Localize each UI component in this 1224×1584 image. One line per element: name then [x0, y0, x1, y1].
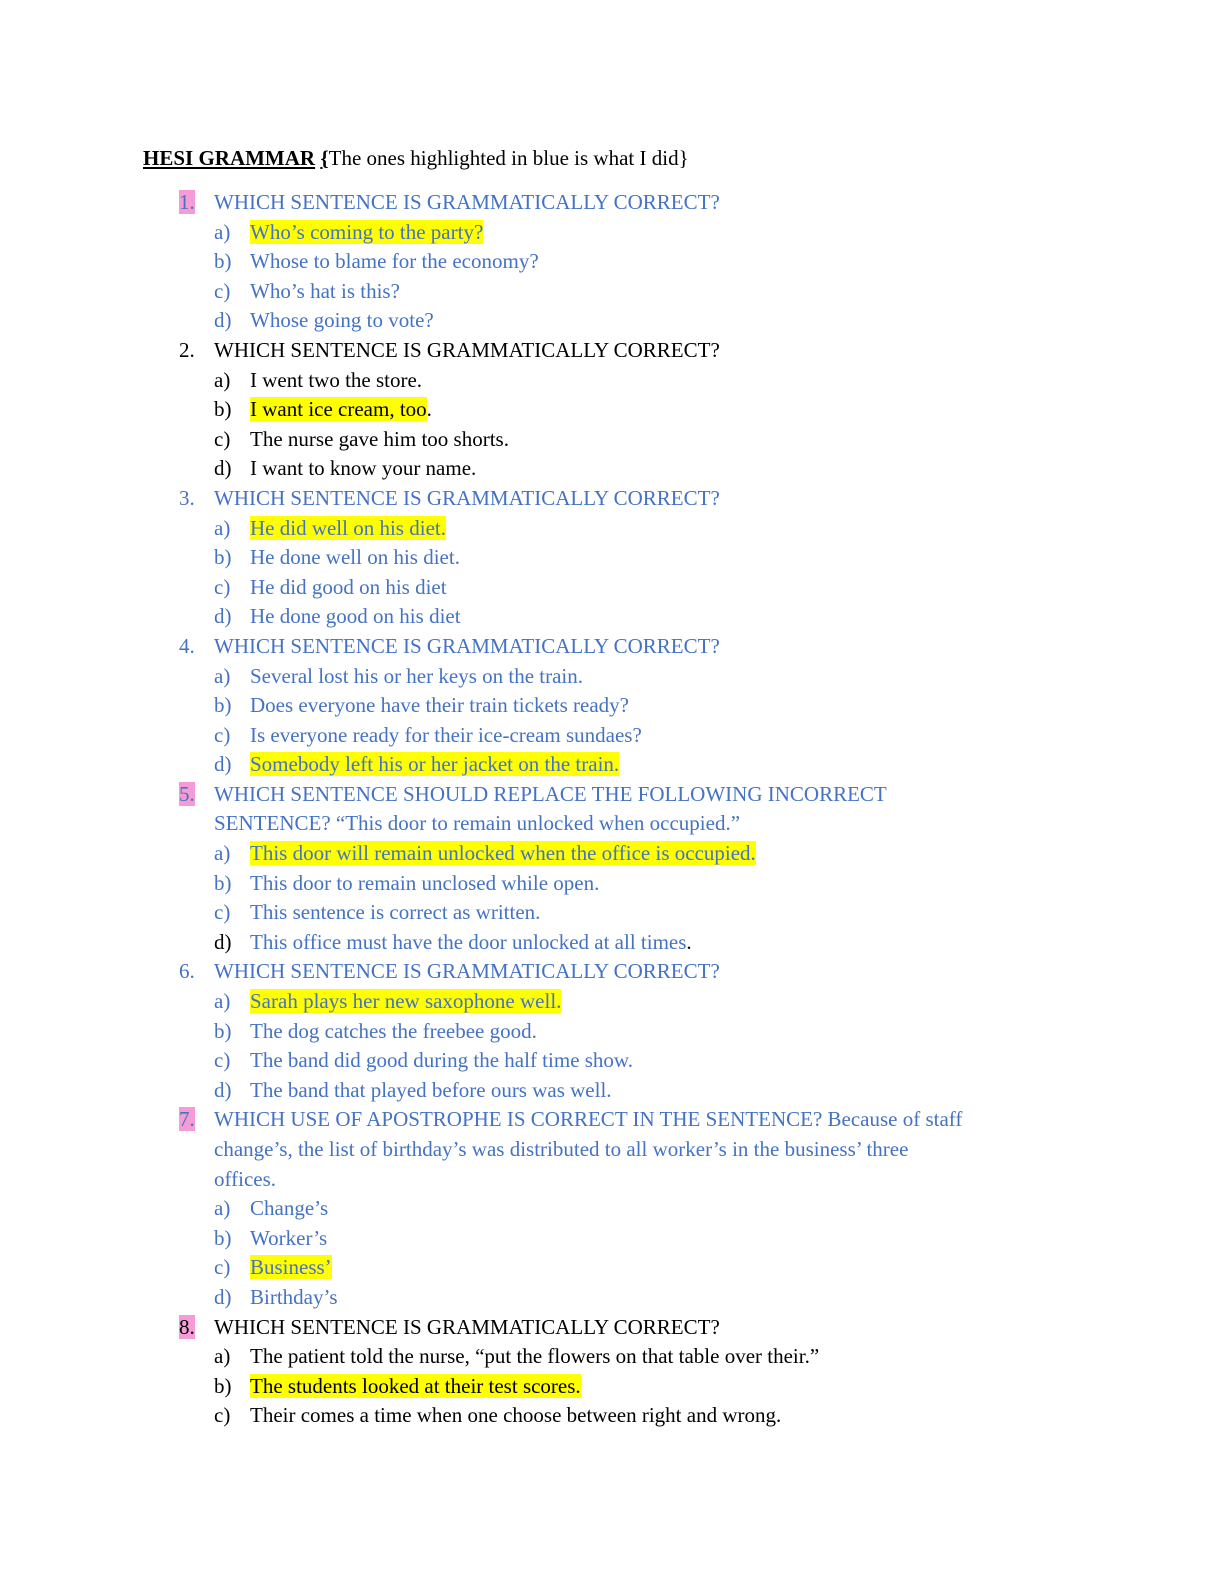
option-text: I went two the store.: [250, 367, 423, 392]
option-letter: b): [214, 1373, 232, 1398]
question-line: [0, 957, 1224, 987]
option-text-highlighted: Sarah plays her new saxophone well.: [250, 989, 562, 1014]
option-letter: d): [214, 929, 232, 954]
option-letter: c): [214, 722, 231, 747]
question-text: WHICH USE OF APOSTROPHE IS CORRECT IN THE SENTENCE? Because of staff change’s, the list of birthday’s was distributed to all worker’s in the business’ three offices.: [214, 1107, 963, 1191]
option-letter: c): [214, 1048, 231, 1073]
answer-option: [0, 662, 1224, 692]
answer-option: [0, 277, 1224, 307]
question-line: [0, 1313, 1224, 1343]
question-3: [0, 484, 1224, 632]
answer-option: [0, 928, 1224, 958]
answer-option: [0, 1253, 1224, 1283]
question-number: [179, 336, 195, 366]
option-suffix: .: [426, 397, 432, 422]
answer-option: [0, 987, 1224, 1017]
option-text: Whose to blame for the economy?: [250, 249, 539, 274]
option-text: Worker’s: [250, 1225, 328, 1250]
question-number: [179, 188, 195, 218]
option-text: The band that played before ours was well.: [250, 1077, 612, 1102]
option-letter: a): [214, 219, 231, 244]
question-text: WHICH SENTENCE IS GRAMMATICALLY CORRECT?: [214, 337, 720, 362]
answer-option: [0, 425, 1224, 455]
answer-option: [0, 454, 1224, 484]
option-letter: a): [214, 1196, 231, 1221]
answer-option: [0, 1372, 1224, 1402]
option-text-highlighted: Somebody left his or her jacket on the train.: [250, 752, 620, 777]
title-brace: {: [320, 146, 329, 170]
answer-option: [0, 839, 1224, 869]
answer-option: [0, 1046, 1224, 1076]
question-text: WHICH SENTENCE IS GRAMMATICALLY CORRECT?: [214, 1314, 720, 1339]
answer-option: [0, 573, 1224, 603]
option-text: This sentence is correct as written.: [250, 900, 541, 925]
question-number: [179, 957, 195, 987]
option-letter: a): [214, 989, 231, 1014]
question-line: [0, 1105, 1224, 1194]
option-text-highlighted: He did well on his diet.: [250, 515, 446, 540]
option-text: Several lost his or her keys on the train.: [250, 663, 584, 688]
option-letter: b): [214, 397, 232, 422]
answer-option: [0, 218, 1224, 248]
option-letter: a): [214, 663, 231, 688]
option-text-highlighted: The students looked at their test scores.: [250, 1373, 581, 1398]
answer-option: [0, 869, 1224, 899]
question-number-text: 6.: [179, 959, 195, 984]
title-bold: HESI GRAMMAR: [143, 146, 316, 170]
title-note: The ones highlighted in blue is what I did}: [328, 146, 689, 170]
answer-option: [0, 1283, 1224, 1313]
question-1: [0, 188, 1224, 336]
option-letter: a): [214, 1344, 231, 1369]
option-letter: b): [214, 1018, 232, 1043]
answer-option: [0, 750, 1224, 780]
option-text: Their comes a time when one choose between right and wrong.: [250, 1403, 782, 1428]
option-letter: c): [214, 574, 231, 599]
option-text: He done well on his diet.: [250, 545, 460, 570]
option-text: He did good on his diet: [250, 574, 447, 599]
option-text: Who’s hat is this?: [250, 278, 400, 303]
option-letter: d): [214, 308, 232, 333]
question-number-text: 4.: [179, 633, 195, 658]
option-text: The band did good during the half time show.: [250, 1048, 633, 1073]
option-letter: d): [214, 456, 232, 481]
option-suffix: .: [686, 929, 692, 954]
answer-option: [0, 1194, 1224, 1224]
option-letter: c): [214, 1403, 231, 1428]
document-title: [143, 143, 689, 173]
option-text: Change’s: [250, 1196, 329, 1221]
option-letter: b): [214, 545, 232, 570]
answer-option: [0, 691, 1224, 721]
question-number: [179, 780, 195, 810]
option-letter: c): [214, 278, 231, 303]
question-4: [0, 632, 1224, 780]
answer-option: [0, 898, 1224, 928]
question-line: [0, 188, 1224, 218]
answer-option: [0, 1076, 1224, 1106]
option-text-highlighted: I want ice cream, too: [250, 397, 427, 422]
question-8: [0, 1313, 1224, 1431]
question-line: [0, 780, 1224, 839]
option-letter: c): [214, 900, 231, 925]
question-number-text: 8.: [179, 1314, 195, 1339]
option-text: Whose going to vote?: [250, 308, 434, 333]
option-letter: a): [214, 367, 231, 392]
answer-option: [0, 543, 1224, 573]
option-text: The patient told the nurse, “put the flowers on that table over their.”: [250, 1344, 820, 1369]
option-text: This office must have the door unlocked at all times: [250, 929, 687, 954]
question-number-text: 2.: [179, 337, 195, 362]
question-2: [0, 336, 1224, 484]
option-text: I want to know your name.: [250, 456, 477, 481]
option-letter: b): [214, 1225, 232, 1250]
answer-option: [0, 1017, 1224, 1047]
option-letter: d): [214, 1284, 232, 1309]
answer-option: [0, 602, 1224, 632]
answer-option: [0, 721, 1224, 751]
question-text: WHICH SENTENCE SHOULD REPLACE THE FOLLOWING INCORRECT SENTENCE? “This door to remain unlocked when occupied.”: [214, 781, 887, 836]
option-letter: d): [214, 752, 232, 777]
answer-option: [0, 306, 1224, 336]
option-text-highlighted: Business’: [250, 1255, 332, 1280]
option-letter: b): [214, 870, 232, 895]
option-text: This door to remain unclosed while open.: [250, 870, 600, 895]
option-text: Does everyone have their train tickets ready?: [250, 693, 629, 718]
question-line: [0, 336, 1224, 366]
option-letter: d): [214, 604, 232, 629]
option-text-highlighted: This door will remain unlocked when the office is occupied.: [250, 841, 756, 866]
option-text-highlighted: Who’s coming to the party?: [250, 219, 484, 244]
option-letter: d): [214, 1077, 232, 1102]
question-number: [179, 632, 195, 662]
question-number: [179, 1313, 195, 1343]
question-number-text: 1.: [179, 190, 195, 214]
question-text: WHICH SENTENCE IS GRAMMATICALLY CORRECT?: [214, 633, 720, 658]
answer-option: [0, 514, 1224, 544]
answer-option: [0, 1401, 1224, 1431]
answer-option: [0, 1342, 1224, 1372]
option-letter: a): [214, 841, 231, 866]
question-number: [179, 1105, 195, 1135]
answer-option: [0, 366, 1224, 396]
option-letter: a): [214, 515, 231, 540]
answer-option: [0, 1224, 1224, 1254]
option-letter: b): [214, 693, 232, 718]
option-letter: c): [214, 1255, 231, 1280]
option-text: The nurse gave him too shorts.: [250, 426, 509, 451]
question-text: WHICH SENTENCE IS GRAMMATICALLY CORRECT?: [214, 959, 720, 984]
question-7: [0, 1105, 1224, 1312]
question-line: [0, 632, 1224, 662]
question-line: [0, 484, 1224, 514]
question-5: [0, 780, 1224, 958]
question-list: [0, 188, 1224, 1431]
question-6: [0, 957, 1224, 1105]
answer-option: [0, 395, 1224, 425]
option-text: The dog catches the freebee good.: [250, 1018, 537, 1043]
option-text: Birthday’s: [250, 1284, 338, 1309]
answer-option: [0, 247, 1224, 277]
question-text: WHICH SENTENCE IS GRAMMATICALLY CORRECT?: [214, 485, 720, 510]
option-letter: b): [214, 249, 232, 274]
question-text: WHICH SENTENCE IS GRAMMATICALLY CORRECT?: [214, 190, 720, 214]
option-letter: c): [214, 426, 231, 451]
option-text: He done good on his diet: [250, 604, 461, 629]
option-text: Is everyone ready for their ice-cream sundaes?: [250, 722, 642, 747]
question-number: [179, 484, 195, 514]
question-number-text: 3.: [179, 485, 195, 510]
question-number-text: 7.: [179, 1107, 195, 1132]
question-number-text: 5.: [179, 781, 195, 806]
